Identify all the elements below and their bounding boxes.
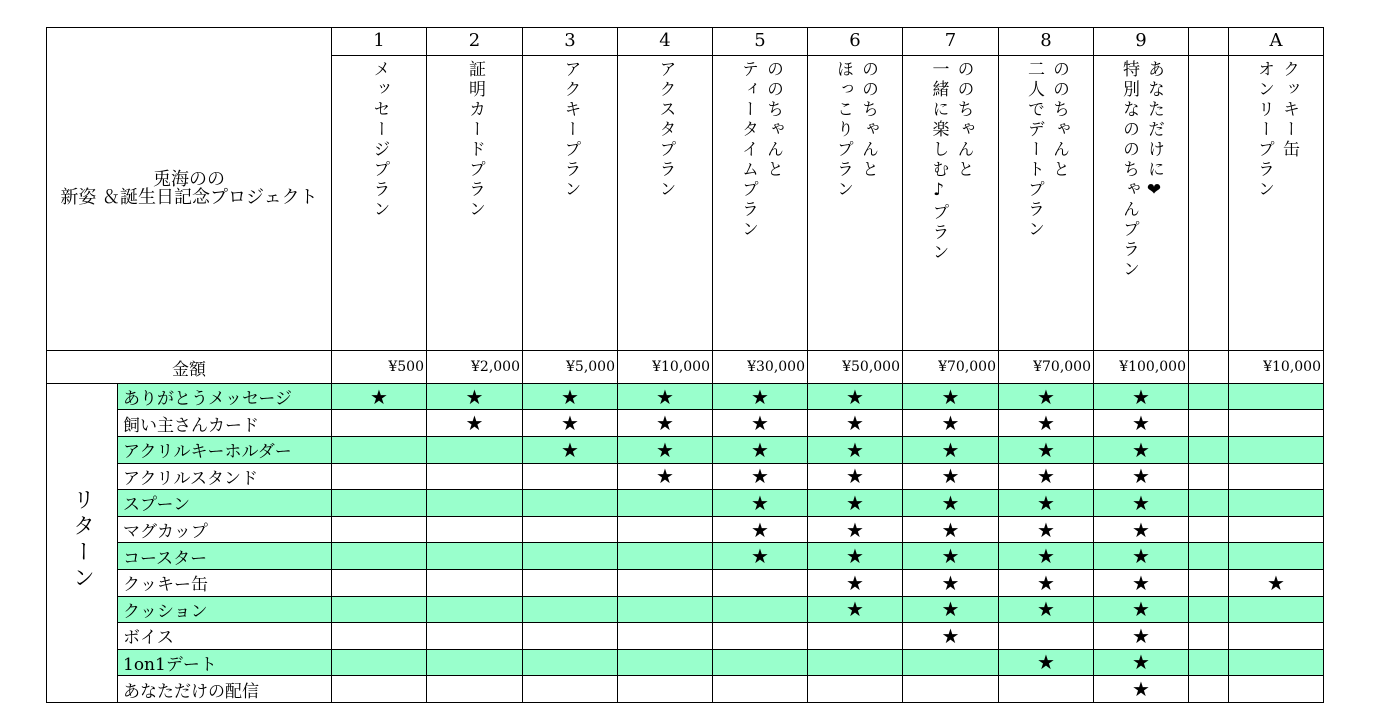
mark-cell	[523, 569, 618, 596]
mark-cell	[427, 543, 523, 570]
star-icon: ★	[941, 437, 960, 462]
star-icon: ★	[846, 437, 864, 462]
star-icon: ★	[846, 517, 864, 542]
mark-cell	[618, 437, 713, 464]
mark-cell	[523, 490, 618, 517]
plan-return-table	[46, 27, 1324, 703]
mark-cell	[523, 516, 618, 543]
mark-cell	[523, 463, 618, 490]
project-title-line2: 新姿 ＆誕生日記念プロジェクト	[60, 187, 318, 209]
return-item-name: あなただけの配信	[118, 676, 332, 703]
plan-price-3: ¥5,000	[523, 351, 618, 384]
star-icon: ★	[1132, 437, 1150, 462]
mark-cell	[903, 649, 999, 676]
mark-cell	[332, 569, 427, 596]
plan-name	[1116, 60, 1166, 340]
star-icon: ★	[846, 490, 864, 515]
return-row	[47, 383, 1324, 410]
mark-cell	[808, 463, 903, 490]
star-icon: ★	[751, 437, 769, 462]
mark-cell	[903, 623, 999, 650]
mark-cell	[999, 569, 1094, 596]
plan-name-cell-4	[618, 55, 713, 351]
star-icon: ★	[846, 384, 864, 409]
star-icon: ★	[370, 384, 388, 409]
star-icon: ★	[1037, 544, 1055, 569]
mark-cell	[1189, 516, 1229, 543]
mark-cell	[1189, 596, 1229, 623]
plan-name: ののちゃんと ティータイムプラン	[738, 59, 783, 240]
plan-name: ののちゃんと 二人でデートプラン	[1024, 59, 1069, 240]
mark-cell	[1229, 437, 1324, 464]
plan-name-cell-1	[332, 55, 427, 351]
mark-cell	[1189, 623, 1229, 650]
mark-cell	[618, 490, 713, 517]
mark-cell	[1229, 463, 1324, 490]
mark-cell	[999, 676, 1094, 703]
mark-cell	[618, 516, 713, 543]
star-icon: ★	[1037, 570, 1055, 595]
star-icon: ★	[1132, 464, 1150, 489]
star-icon: ★	[1132, 650, 1150, 675]
mark-cell	[1094, 463, 1189, 490]
star-icon: ★	[1037, 597, 1055, 622]
star-icon: ★	[751, 464, 769, 489]
mark-cell	[618, 410, 713, 437]
mark-cell	[808, 596, 903, 623]
mark-cell	[1094, 543, 1189, 570]
mark-cell	[332, 463, 427, 490]
star-icon: ★	[1037, 411, 1055, 436]
return-row	[47, 516, 1324, 543]
project-title-cell	[47, 28, 332, 351]
mark-cell	[713, 543, 808, 570]
plan-name-cell-8	[999, 55, 1094, 351]
return-row	[47, 649, 1324, 676]
star-icon: ★	[1132, 677, 1150, 702]
star-icon: ★	[1132, 623, 1150, 648]
mark-cell	[903, 490, 999, 517]
plan-number-4: 4	[618, 28, 713, 56]
mark-cell	[427, 410, 523, 437]
star-icon: ★	[846, 464, 864, 489]
return-item-name: スプーン	[118, 490, 332, 517]
mark-cell	[1229, 543, 1324, 570]
mark-cell	[1094, 649, 1189, 676]
mark-cell	[999, 596, 1094, 623]
plan-name: 証明カードプラン	[465, 59, 485, 220]
star-icon: ★	[561, 437, 579, 462]
heart-icon: ❤	[1144, 179, 1164, 203]
star-icon: ★	[941, 597, 960, 622]
star-icon: ★	[1132, 597, 1150, 622]
mark-cell	[999, 649, 1094, 676]
star-icon: ★	[656, 384, 674, 409]
mark-cell	[332, 596, 427, 623]
mark-cell	[808, 649, 903, 676]
star-icon: ★	[846, 411, 864, 436]
mark-cell	[1094, 676, 1189, 703]
mark-cell	[713, 463, 808, 490]
plan-name-text: あなただけに	[1144, 59, 1164, 180]
plan-price-5: ¥30,000	[713, 351, 808, 384]
project-title-line1: 兎海のの	[153, 169, 225, 191]
return-item-name: ありがとうメッセージ	[118, 383, 332, 410]
plan-number-8: 8	[999, 28, 1094, 56]
star-icon: ★	[751, 490, 769, 515]
plan-number-2: 2	[427, 28, 523, 56]
mark-cell	[713, 676, 808, 703]
mark-cell	[903, 543, 999, 570]
plan-name: アクスタプラン	[655, 59, 676, 200]
mark-cell	[808, 623, 903, 650]
mark-cell	[713, 569, 808, 596]
mark-cell	[903, 463, 999, 490]
mark-cell	[332, 516, 427, 543]
mark-cell	[1229, 649, 1324, 676]
mark-cell	[1189, 463, 1229, 490]
mark-cell	[618, 623, 713, 650]
mark-cell	[332, 410, 427, 437]
mark-cell	[1189, 383, 1229, 410]
star-icon: ★	[465, 411, 484, 436]
plan-price-7: ¥70,000	[903, 351, 999, 384]
plan-name-text-rest: 特別なののちゃんプラン	[1119, 59, 1139, 280]
return-row	[47, 623, 1324, 650]
return-item-name: クッキー缶	[118, 569, 332, 596]
plan-name: クッキー缶 オンリープラン	[1254, 59, 1299, 200]
plan-price-4: ¥10,000	[618, 351, 713, 384]
plan-price-1: ¥500	[332, 351, 427, 384]
mark-cell	[1189, 437, 1229, 464]
mark-cell	[1094, 596, 1189, 623]
star-icon: ★	[561, 384, 579, 409]
star-icon: ★	[1132, 517, 1150, 542]
mark-cell	[999, 516, 1094, 543]
plan-number-5: 5	[713, 28, 808, 56]
star-icon: ★	[941, 464, 960, 489]
plan-number-3: 3	[523, 28, 618, 56]
star-icon: ★	[656, 464, 674, 489]
plan-number-6: 6	[808, 28, 903, 56]
star-icon: ★	[1267, 570, 1285, 595]
mark-cell	[427, 676, 523, 703]
mark-cell	[523, 676, 618, 703]
mark-cell	[1094, 437, 1189, 464]
mark-cell	[1229, 596, 1324, 623]
mark-cell	[999, 623, 1094, 650]
mark-cell	[1189, 569, 1229, 596]
star-icon: ★	[846, 570, 864, 595]
mark-cell	[713, 490, 808, 517]
mark-cell	[523, 623, 618, 650]
star-icon: ★	[751, 384, 769, 409]
mark-cell	[332, 623, 427, 650]
plan-name-cell-9	[1094, 55, 1189, 351]
star-icon: ★	[1037, 384, 1055, 409]
star-icon: ★	[561, 411, 579, 436]
return-row	[47, 569, 1324, 596]
star-icon: ★	[1037, 437, 1055, 462]
mark-cell	[999, 437, 1094, 464]
mark-cell	[713, 649, 808, 676]
mark-cell	[427, 463, 523, 490]
plan-name: ののちゃんと 一緒に楽しむ♪プラン	[928, 59, 974, 263]
plan-number-10	[1189, 28, 1229, 56]
mark-cell	[903, 437, 999, 464]
mark-cell	[523, 596, 618, 623]
mark-cell	[999, 410, 1094, 437]
mark-cell	[713, 596, 808, 623]
mark-cell	[523, 383, 618, 410]
return-item-name: 1on1デート	[118, 649, 332, 676]
mark-cell	[713, 516, 808, 543]
mark-cell	[808, 516, 903, 543]
star-icon: ★	[941, 570, 960, 595]
return-item-name: ボイス	[118, 623, 332, 650]
mark-cell	[903, 596, 999, 623]
mark-cell	[523, 649, 618, 676]
plan-name: アクキープラン	[560, 59, 581, 200]
mark-cell	[1189, 410, 1229, 437]
mark-cell	[523, 410, 618, 437]
mark-cell	[1229, 676, 1324, 703]
star-icon: ★	[751, 544, 769, 569]
mark-cell	[427, 437, 523, 464]
star-icon: ★	[751, 517, 769, 542]
star-icon: ★	[1132, 384, 1150, 409]
mark-cell	[427, 569, 523, 596]
mark-cell	[427, 596, 523, 623]
return-item-name: マグカップ	[118, 516, 332, 543]
mark-cell	[332, 490, 427, 517]
star-icon: ★	[846, 544, 864, 569]
return-row	[47, 490, 1324, 517]
star-icon: ★	[941, 411, 960, 436]
star-icon: ★	[1132, 544, 1150, 569]
mark-cell	[427, 490, 523, 517]
mark-cell	[713, 383, 808, 410]
plan-number-9: 9	[1094, 28, 1189, 56]
star-icon: ★	[1037, 490, 1055, 515]
mark-cell	[808, 676, 903, 703]
star-icon: ★	[846, 597, 864, 622]
mark-cell	[903, 676, 999, 703]
star-icon: ★	[1132, 490, 1150, 515]
mark-cell	[713, 623, 808, 650]
plan-name: ののちゃんと ほっこりプラン	[833, 59, 878, 200]
mark-cell	[713, 437, 808, 464]
return-item-name: クッション	[118, 596, 332, 623]
return-item-name: 飼い主さんカード	[118, 410, 332, 437]
star-icon: ★	[1132, 411, 1150, 436]
star-icon: ★	[941, 623, 960, 648]
returns-label-cell	[47, 383, 118, 702]
star-icon: ★	[656, 411, 674, 436]
mark-cell	[808, 383, 903, 410]
mark-cell	[1094, 516, 1189, 543]
mark-cell	[1094, 490, 1189, 517]
plan-name-cell-2	[427, 55, 523, 351]
mark-cell	[1189, 676, 1229, 703]
return-row	[47, 676, 1324, 703]
mark-cell	[1229, 383, 1324, 410]
mark-cell	[332, 543, 427, 570]
plan-number-7: 7	[903, 28, 999, 56]
mark-cell	[1229, 410, 1324, 437]
mark-cell	[332, 649, 427, 676]
plan-name-cell-5	[713, 55, 808, 351]
star-icon: ★	[941, 384, 960, 409]
plan-name: メッセージプラン	[369, 59, 390, 220]
mark-cell	[999, 543, 1094, 570]
plan-price-2: ¥2,000	[427, 351, 523, 384]
star-icon: ★	[1132, 570, 1150, 595]
mark-cell	[427, 649, 523, 676]
mark-cell	[618, 676, 713, 703]
plan-name-cell-6	[808, 55, 903, 351]
return-row	[47, 543, 1324, 570]
mark-cell	[523, 543, 618, 570]
price-label: 金額	[47, 351, 332, 384]
mark-cell	[1189, 490, 1229, 517]
plan-name-cell-11	[1229, 55, 1324, 351]
mark-cell	[618, 463, 713, 490]
star-icon: ★	[941, 517, 960, 542]
plan-number-1: 1	[332, 28, 427, 56]
mark-cell	[1189, 543, 1229, 570]
mark-cell	[523, 437, 618, 464]
mark-cell	[427, 623, 523, 650]
mark-cell	[999, 463, 1094, 490]
mark-cell	[1094, 569, 1189, 596]
mark-cell	[618, 543, 713, 570]
mark-cell	[808, 410, 903, 437]
plan-name-cell-3	[523, 55, 618, 351]
star-icon: ★	[465, 384, 484, 409]
star-icon: ★	[656, 437, 674, 462]
star-icon: ★	[1037, 517, 1055, 542]
plan-price-10	[1189, 351, 1229, 384]
mark-cell	[808, 437, 903, 464]
plan-price-8: ¥70,000	[999, 351, 1094, 384]
mark-cell	[427, 383, 523, 410]
mark-cell	[1094, 383, 1189, 410]
plan-price-11: ¥10,000	[1229, 351, 1324, 384]
mark-cell	[618, 569, 713, 596]
return-item-name: アクリルキーホルダー	[118, 437, 332, 464]
mark-cell	[808, 569, 903, 596]
mark-cell	[903, 383, 999, 410]
star-icon: ★	[941, 544, 960, 569]
return-item-name: コースター	[118, 543, 332, 570]
return-row	[47, 410, 1324, 437]
star-icon: ★	[1037, 650, 1055, 675]
mark-cell	[999, 383, 1094, 410]
mark-cell	[713, 410, 808, 437]
star-icon: ★	[941, 490, 960, 515]
mark-cell	[903, 410, 999, 437]
plan-price-6: ¥50,000	[808, 351, 903, 384]
returns-label: リターン	[69, 487, 95, 592]
return-item-name: アクリルスタンド	[118, 463, 332, 490]
mark-cell	[1229, 490, 1324, 517]
mark-cell	[618, 649, 713, 676]
plan-price-9: ¥100,000	[1094, 351, 1189, 384]
mark-cell	[1094, 410, 1189, 437]
mark-cell	[618, 596, 713, 623]
mark-cell	[1229, 623, 1324, 650]
mark-cell	[332, 437, 427, 464]
mark-cell	[808, 490, 903, 517]
return-row	[47, 463, 1324, 490]
plan-name-cell-7	[903, 55, 999, 351]
star-icon: ★	[1037, 464, 1055, 489]
mark-cell	[427, 516, 523, 543]
return-row	[47, 437, 1324, 464]
mark-cell	[332, 676, 427, 703]
mark-cell	[1189, 649, 1229, 676]
return-row	[47, 596, 1324, 623]
mark-cell	[903, 516, 999, 543]
mark-cell	[903, 569, 999, 596]
mark-cell	[999, 490, 1094, 517]
star-icon: ★	[751, 411, 769, 436]
mark-cell	[618, 383, 713, 410]
mark-cell	[1094, 623, 1189, 650]
mark-cell	[808, 543, 903, 570]
mark-cell	[1229, 569, 1324, 596]
mark-cell	[1229, 516, 1324, 543]
mark-cell	[332, 383, 427, 410]
plan-number-11: A	[1229, 28, 1324, 56]
plan-name-cell-10	[1189, 55, 1229, 351]
